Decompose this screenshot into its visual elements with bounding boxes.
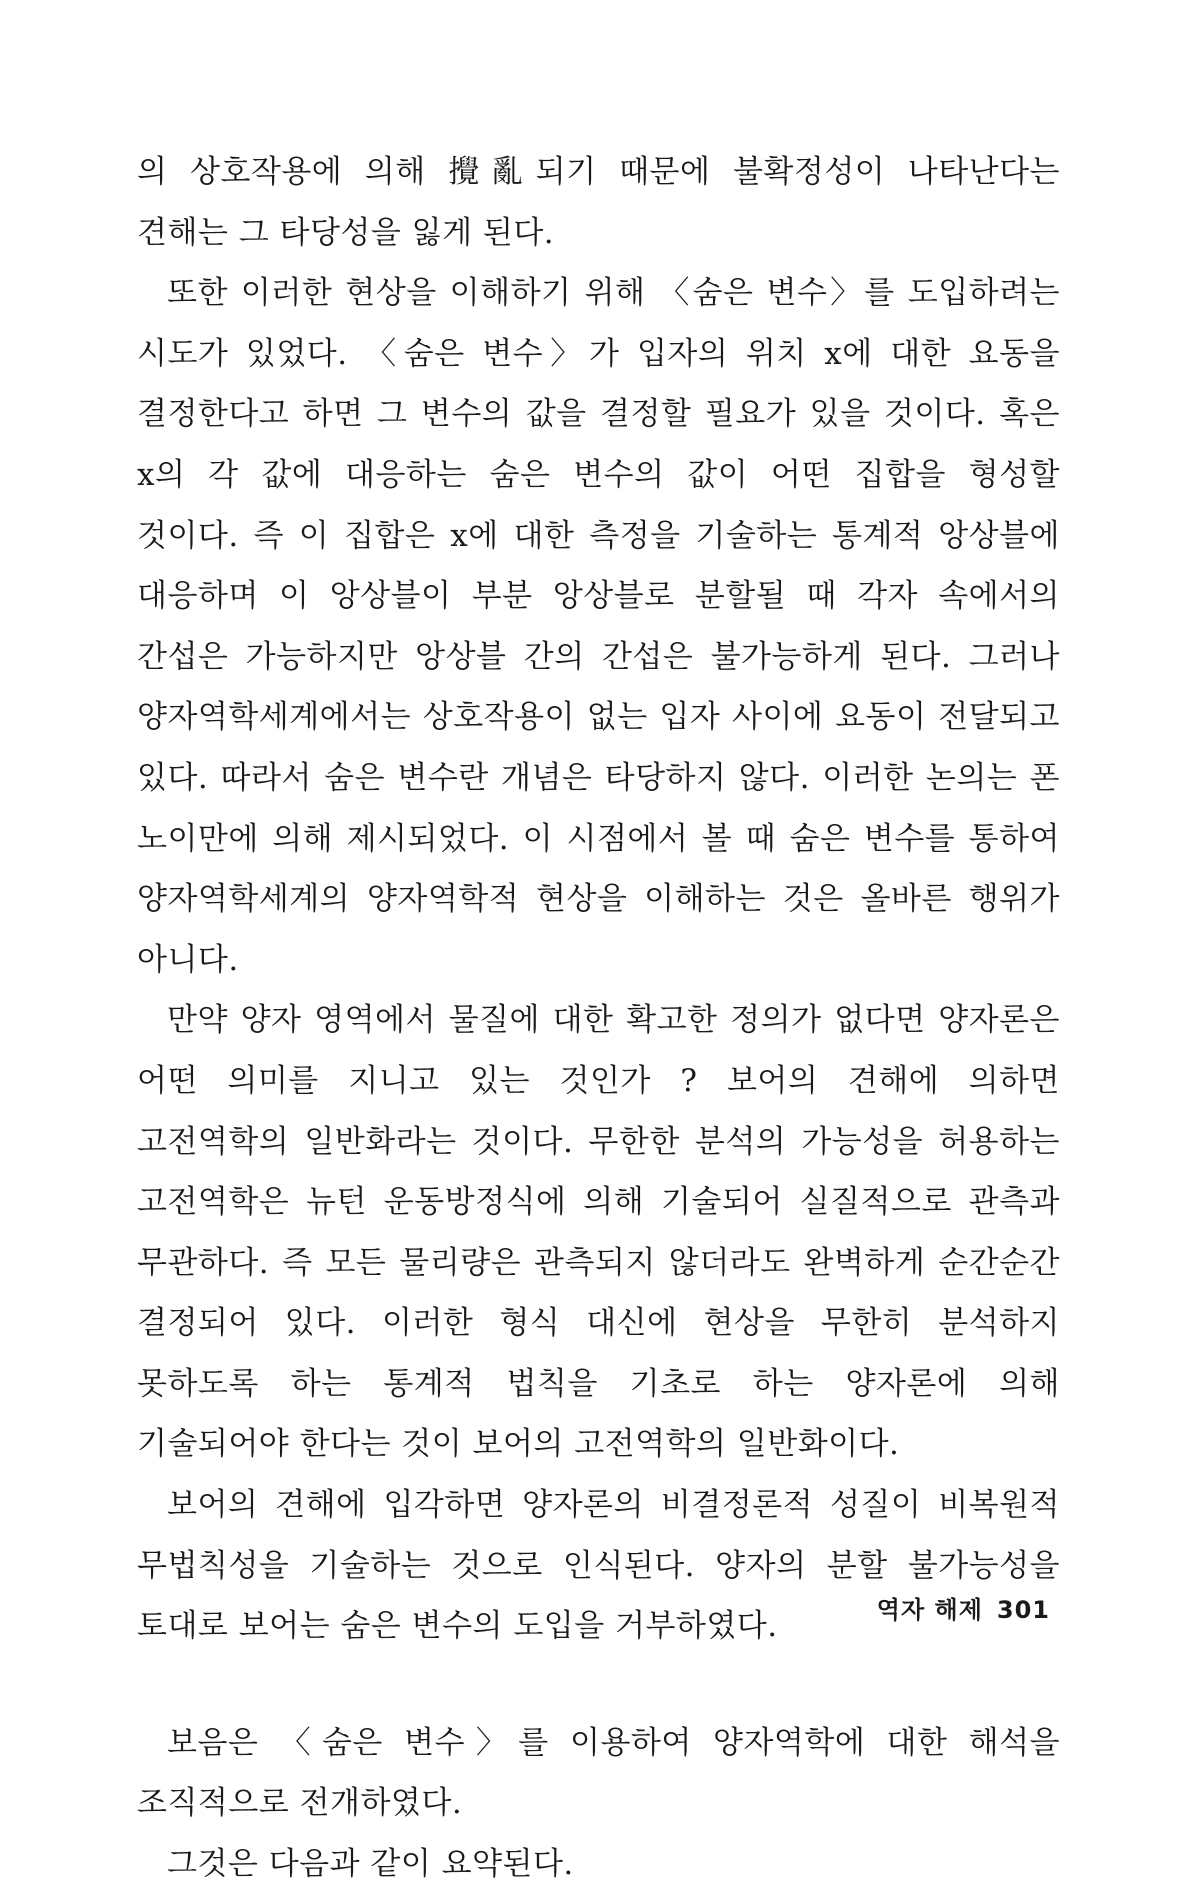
paragraph-hidden-variables: 또한 이러한 현상을 이해하기 위해 〈숨은 변수〉를 도입하려는 시도가 있었다. 〈숨은 변수〉가 입자의 위치 x에 대한 요동을 결정한다고 하면 그 변수의 값을 결정할 필요가 있을 것이다. 혹은 x의 각 값에 대응하는 숨은 변수의 값이 어떤 집합을 형성할 것이다. 즉 이 집합은 x에 대한 측정을 기술하는 통계적 앙상블에 대응하며 이 앙상블이 부분 앙상블로 분할될 때 각자 속에서의 간섭은 가능하지만 앙상블 간의 간섭은 불가능하게 된다. 그러나 양자역학세계에서는 상호작용이 없는 입자 사이에 요동이 전달되고 있다. 따라서 숨은 변수란 개념은 타당하지 않다. 이러한 논의는 폰 노이만에 의해 제시되었다. 이 시점에서 볼 때 숨은 변수를 통하여 양자역학세계의 양자역학적 현상을 이해하는 것은 올바른 행위가 아니다. xyxy=(137,275,1060,978)
paragraph-bohm-interpretation: 보음은 〈숨은 변수〉를 이용하여 양자역학에 대한 해석을 조직적으로 전개하였다. xyxy=(137,1724,1060,1822)
page-body xyxy=(137,142,1060,1895)
paragraph-continuation: 의 상호작용에 의해 攪亂되기 때문에 불확정성이 나타난다는 견해는 그 타당성을 잃게 된다. xyxy=(137,154,1060,251)
paragraph-bohr-generalization: 만약 양자 영역에서 물질에 대한 확고한 정의가 없다면 양자론은 어떤 의미를 지니고 있는 것인가 ? 보어의 견해에 의하면 고전역학의 일반화라는 것이다. 무한한 분석의 가능성을 허용하는 고전역학은 뉴턴 운동방정식에 의해 기술되어 실질적으로 관측과 무관하다. 즉 모든 물리량은 관측되지 않더라도 완벽하게 순간순간 결정되어 있다. 이러한 형식 대신에 현상을 무한히 분석하지 못하도록 하는 통계적 법칙을 기초로 하는 양자론에 의해 기술되어야 한다는 것이 보어의 고전역학의 일반화이다. xyxy=(137,1002,1060,1463)
paragraph-bohr-indeterminism: 보어의 견해에 입각하면 양자론의 비결정론적 성질이 비복원적 무법칙성을 기술하는 것으로 인식된다. 양자의 분할 불가능성을 토대로 보어는 숨은 변수의 도입을 거부하였다. xyxy=(137,1487,1060,1645)
page-footer xyxy=(877,1590,1050,1625)
page-number: 301 xyxy=(996,1596,1050,1624)
running-head: 역자 해제 xyxy=(876,1596,983,1624)
paragraph-summary-intro: 그것은 다음과 같이 요약된다. xyxy=(167,1846,574,1883)
